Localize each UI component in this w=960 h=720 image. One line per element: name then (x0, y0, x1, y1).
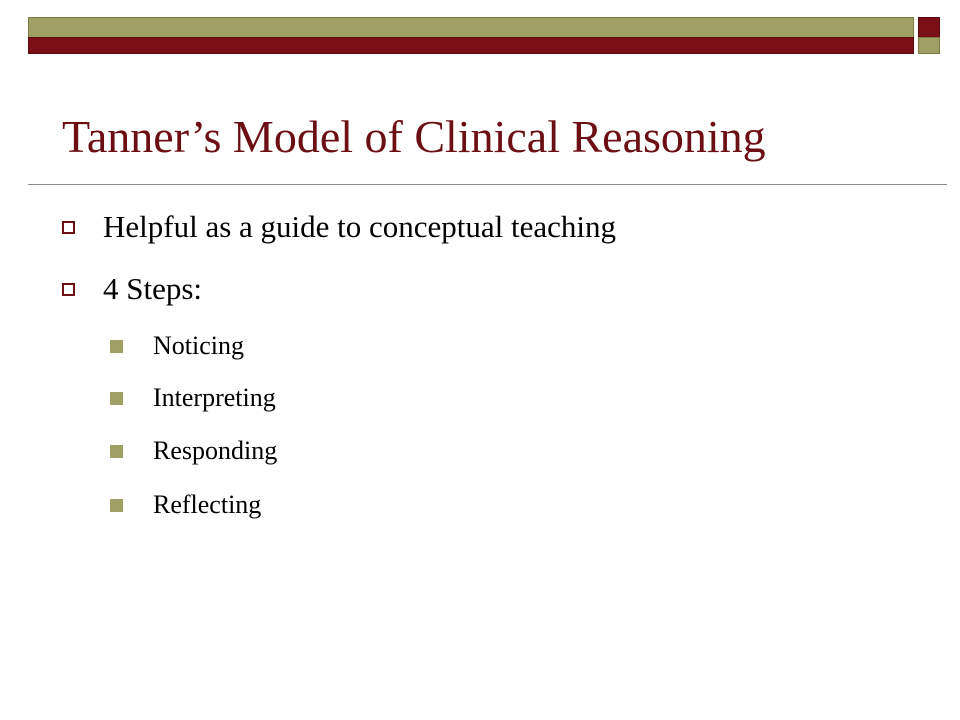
hollow-square-icon (62, 221, 75, 234)
slide-title: Tanner’s Model of Clinical Reasoning (62, 111, 766, 162)
bullet-item (62, 269, 202, 309)
sub-bullet-item (110, 383, 276, 413)
bullet-text: Helpful as a guide to conceptual teaching (103, 209, 617, 244)
filled-square-icon (110, 445, 123, 458)
sub-bullet-item (110, 436, 277, 466)
top-maroon-bar (28, 37, 914, 54)
bullet-item (62, 207, 616, 247)
sub-bullet-text: Noticing (153, 331, 244, 360)
bullet-text: 4 Steps: (103, 271, 203, 306)
top-olive-bar (28, 17, 914, 38)
sub-bullet-item (110, 331, 244, 361)
sub-bullet-text: Interpreting (153, 383, 276, 412)
corner-olive-square (918, 37, 940, 54)
sub-bullet-text: Responding (153, 436, 278, 465)
filled-square-icon (110, 340, 123, 353)
filled-square-icon (110, 499, 123, 512)
filled-square-icon (110, 392, 123, 405)
hollow-square-icon (62, 283, 75, 296)
title-divider (28, 184, 947, 185)
sub-bullet-text: Reflecting (153, 490, 262, 519)
sub-bullet-item (110, 490, 261, 520)
corner-maroon-square (918, 17, 940, 38)
